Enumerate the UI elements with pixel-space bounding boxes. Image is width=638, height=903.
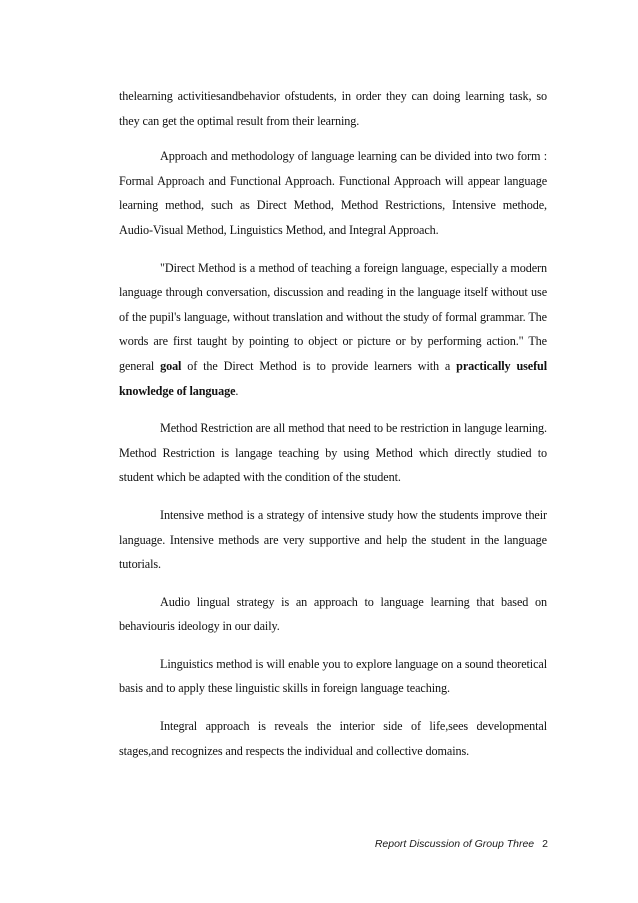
paragraph-method-restriction: Method Restriction are all method that need to be restriction in languge learning. Method Restriction is langage teaching by using Method which directly studied to student which be adapted with the condition of the student. xyxy=(119,421,547,485)
paragraph-intensive-method: Intensive method is a strategy of intensive study how the students improve their language. Intensive methods are very supportive and help the student in the language tutorials. xyxy=(119,507,547,572)
paragraph-integral-approach: Integral approach is reveals the interior side of life,sees developmental stages,and recognizes and respects the individual and collective domains. xyxy=(119,719,547,758)
bold-phrase: practically useful knowledge of language xyxy=(119,358,548,398)
goal-word: goal xyxy=(160,358,182,373)
direct-method-text: "Direct Method is a method of teaching a foreign language, especially a modern language through conversation, discussion and reading in the language itself without use of the pupil's language, without translation and without the study of formal grammar. The words are first taught by pointing to object or picture or by performing action." The general xyxy=(119,260,547,373)
paragraph-linguistics-method: Linguistics method is will enable you to explore language on a sound theoretical basis and to apply these linguistic skills in foreign language teaching. xyxy=(119,656,547,696)
direct-method-text-middle: of the Direct Method is to provide learners with a xyxy=(181,358,457,373)
page-number: 2 xyxy=(542,838,548,850)
paragraph-direct-method xyxy=(119,256,547,404)
paragraph-approach-methodology: Approach and methodology of language learning can be divided into two form : Formal Approach and Functional Approach. Functional Approach will appear language learning method, such as Direct Method, Method Restrictions, Intensive methode, Audio-Visual Method, Linguistics Method, and Integral Approach. xyxy=(119,149,547,237)
footer-label: Report Discussion of Group Three xyxy=(374,838,535,850)
paragraph-continuation: thelearning activitiesandbehavior ofstudents, in order they can doing learning task, so they can get the optimal result from their learning. xyxy=(119,89,547,128)
paragraph-audio-lingual: Audio lingual strategy is an approach to language learning that based on behaviouris ideology in our daily. xyxy=(119,594,547,634)
page-footer xyxy=(340,838,548,850)
document-page xyxy=(119,84,547,763)
direct-method-text-end: . xyxy=(235,383,239,398)
